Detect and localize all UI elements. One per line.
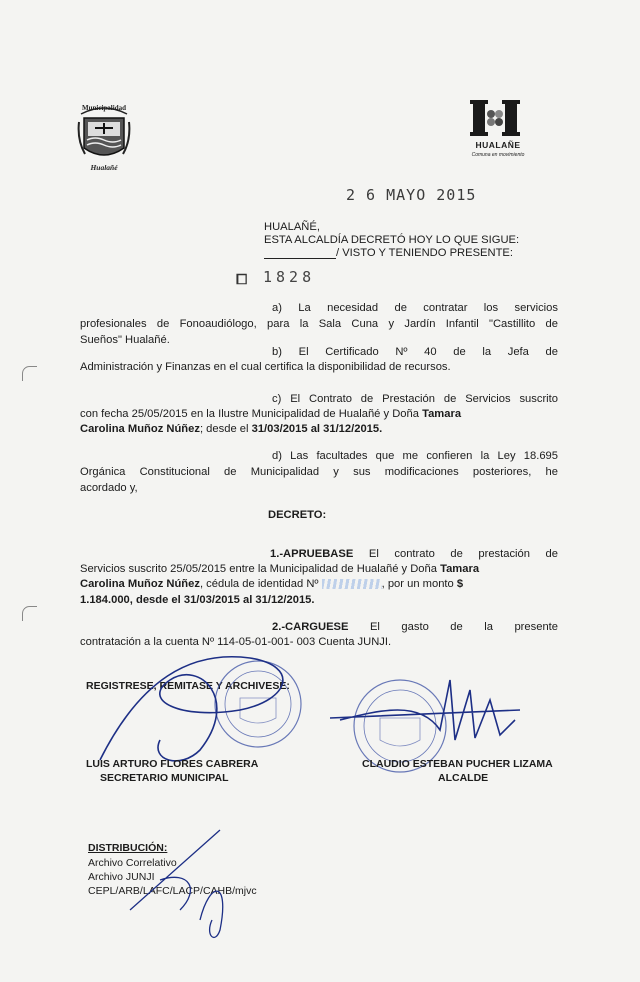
article-1-line2-text: Servicios suscrito 25/05/2015 entre la Municipalidad de Hualañé y Doña — [80, 563, 441, 575]
intro-decree-line: ESTA ALCALDÍA DECRETÓ HOY LO QUE SIGUE: — [264, 234, 520, 246]
crest-top-text: Municipalidad — [82, 104, 126, 112]
date-stamp: 2 6 MAYO 2015 — [346, 186, 477, 204]
right-signature — [330, 680, 520, 740]
redacted-id-scribble — [322, 579, 382, 589]
intro-visto-line: / VISTO Y TENIENDO PRESENTE: — [336, 247, 513, 259]
right-signatory-name: CLAUDIO ESTEBAN PUCHER LIZAMA — [362, 758, 553, 770]
consideration-c-line3 — [80, 421, 382, 438]
left-signatory-name: LUIS ARTURO FLORES CABRERA — [86, 758, 259, 770]
consideration-c-name-rest: Carolina Muñoz Núñez — [80, 423, 200, 435]
decree-number: 1828 — [263, 268, 316, 286]
hole-punch-mark — [22, 366, 37, 381]
decreto-heading: DECRETO: — [268, 509, 327, 521]
closing-line: REGISTRESE, REMITASE Y ARCHIVESE: — [86, 680, 290, 692]
left-signatory-title: SECRETARIO MUNICIPAL — [100, 772, 229, 784]
article-2-lead: 2.-CARGUESE — [272, 621, 349, 633]
article-1-line4: 1.184.000, desde el 31/03/2015 al 31/12/2015. — [80, 594, 315, 606]
consideration-c-first: c) El Contrato de Prestación de Servicios suscrito — [272, 393, 558, 405]
distribution-line-2: Archivo JUNJI — [88, 871, 155, 883]
article-1-lead: 1.-APRUEBASE — [270, 548, 354, 560]
crest-bottom-text: Hualañé — [90, 163, 118, 172]
hualane-brand-logo — [467, 100, 529, 170]
article-2-line2: contratación a la cuenta Nº 114-05-01-001- 003 Cuenta JUNJI. — [80, 636, 392, 648]
consideration-b-first: b) El Certificado Nº 40 de la Jefa de — [272, 346, 558, 358]
article-1-name-first: Tamara — [440, 563, 480, 575]
consideration-a-first: a) La necesidad de contratar los servicios — [272, 302, 558, 314]
article-1-lead-text: El contrato de prestación de — [353, 548, 558, 560]
article-1-id-label: , cédula de identidad Nº — [199, 578, 322, 590]
decree-number-mark-icon: ⧠ — [236, 271, 248, 287]
distribution-heading: DISTRIBUCIÓN: — [88, 842, 168, 854]
initials-scribble — [120, 820, 320, 950]
consideration-c-dates: 31/03/2015 al 31/12/2015. — [251, 423, 383, 435]
left-signature — [100, 657, 283, 761]
consideration-c-desde: ; desde el — [199, 423, 252, 435]
brand-tagline: Comuna en movimiento — [471, 152, 525, 158]
distribution-line-3: CEPL/ARB/LAFC/LACP/CAHB/mjvc — [88, 885, 257, 897]
consideration-d-line2: Orgánica Constitucional de Municipalidad y sus modificaciones posteriores, he — [80, 466, 558, 478]
article-2-lead-text: El gasto de la presente — [348, 621, 558, 633]
consideration-c-name-first: Tamara — [422, 408, 462, 420]
article-1-currency: $ — [456, 578, 464, 590]
article-1-amount-label: , por un monto — [381, 578, 457, 590]
consideration-a-line3: Sueños" Hualañé. — [80, 334, 170, 346]
hole-punch-mark — [22, 606, 37, 621]
consideration-b-line2: Administración y Finanzas en el cual certifica la disponibilidad de recursos. — [80, 361, 451, 373]
municipal-crest-logo — [75, 100, 133, 176]
consideration-a-line2: profesionales de Fonoaudiólogo, para la Sala Cuna y Jardín Infantil "Castillito de — [80, 318, 558, 330]
distribution-line-1: Archivo Correlativo — [88, 857, 177, 869]
article-1-name-rest: Carolina Muñoz Núñez — [80, 578, 200, 590]
consideration-c-text: con fecha 25/05/2015 en la Ilustre Municipalidad de Hualañé y Doña — [80, 408, 423, 420]
brand-name: HUALAÑE — [475, 140, 521, 150]
consideration-d-first: d) Las facultades que me confieren la Ley 18.695 — [272, 450, 558, 462]
intro-place: HUALAÑÉ, — [264, 221, 320, 233]
blank-line — [264, 258, 336, 259]
h-letter-icon — [467, 100, 529, 136]
article-1-line3 — [80, 576, 558, 593]
right-signatory-title: ALCALDE — [438, 772, 489, 784]
consideration-d-line3: acordado y, — [80, 482, 138, 494]
